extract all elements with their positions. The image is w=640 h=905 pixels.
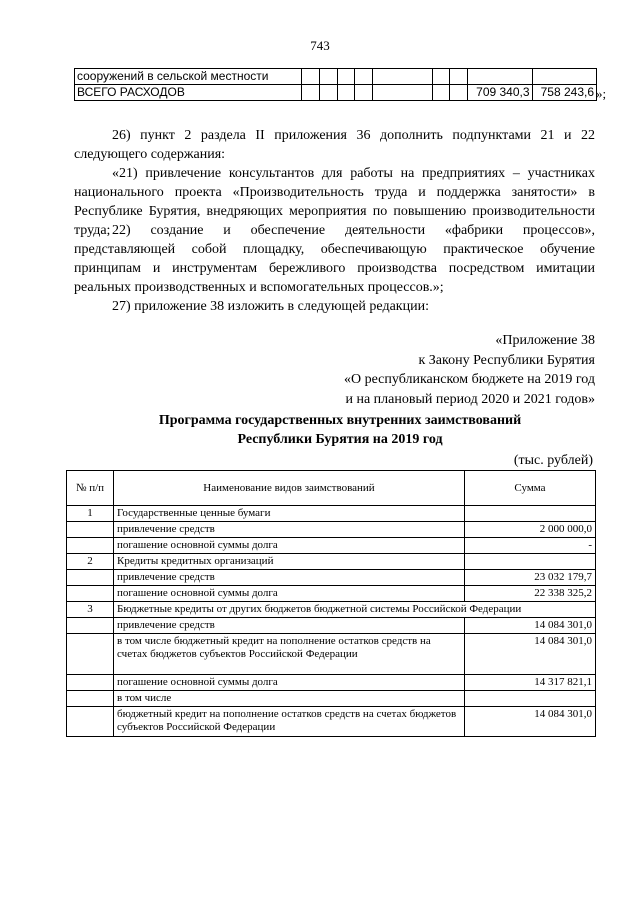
table-row: 2 Кредиты кредитных организаций [67, 554, 596, 570]
table-row: погашение основной суммы долга 22 338 325,2 [67, 586, 596, 602]
table-row: погашение основной суммы долга - [67, 538, 596, 554]
borrowing-program-table [66, 470, 596, 737]
paragraph-26: 26) пункт 2 раздела II приложения 36 дополнить подпунктами 21 и 22 следующего содержания: [74, 128, 595, 162]
total-value-2020: 709 340,3 [468, 85, 532, 101]
document-title: Программа государственных внутренних заимствований Республики Бурятия на 2019 год [158, 413, 522, 447]
table-row: погашение основной суммы долга 14 317 821,1 [67, 675, 596, 691]
table-row: в том числе [67, 691, 596, 707]
paragraph-27: 27) приложение 38 изложить в следующей редакции: [112, 299, 429, 314]
expenses-table-fragment [74, 68, 597, 101]
appendix-header: «Приложение 38 к Закону Республики Бурятия «О республиканском бюджете на 2019 год и на плановый период 2020 и 2021 годов» [344, 333, 595, 407]
table-row: 3 Бюджетные кредиты от других бюджетов бюджетной системы Российской Федерации [67, 602, 596, 618]
page-number: 743 [310, 38, 330, 53]
header-name: Наименование видов заимствований [114, 471, 465, 506]
table-row [75, 85, 597, 101]
table-row: в том числе бюджетный кредит на пополнение остатков средств на счетах бюджетов субъектов Российской Федерации 14 084 301,0 [67, 634, 596, 675]
paragraph-22: 22) создание и обеспечение деятельности «фабрики процессов», представляющей собой площадку, обеспечивающую практическое обучение принципам и инструментам бережливого производства посредством имитации реальных производственных и вспомогательных процессов.»; [74, 223, 595, 295]
table-row: привлечение средств 14 084 301,0 [67, 618, 596, 634]
header-num: № п/п [67, 471, 114, 506]
paragraph-21: «21) привлечение консультантов для работы на предприятиях – участниках национального проекта «Производительность труда и поддержка занятости» в Республике Бурятия, внедряющих мероприятия по повышению производительности труда; [74, 166, 595, 238]
header-sum: Сумма [465, 471, 596, 506]
total-value-2021: 758 243,6 [532, 85, 596, 101]
units-label: (тыс. рублей) [513, 453, 593, 468]
table-header-row [67, 471, 596, 506]
row-label: сооружений в сельской местности [75, 69, 302, 85]
table-row [75, 69, 597, 85]
table-row: 1 Государственные ценные бумаги [67, 506, 596, 522]
row-label: ВСЕГО РАСХОДОВ [75, 85, 302, 101]
table-row: привлечение средств 23 032 179,7 [67, 570, 596, 586]
table-row: бюджетный кредит на пополнение остатков средств на счетах бюджетов субъектов Российской Федерации 14 084 301,0 [67, 707, 596, 737]
table-row: привлечение средств 2 000 000,0 [67, 522, 596, 538]
closing-quote: »; [596, 86, 607, 101]
